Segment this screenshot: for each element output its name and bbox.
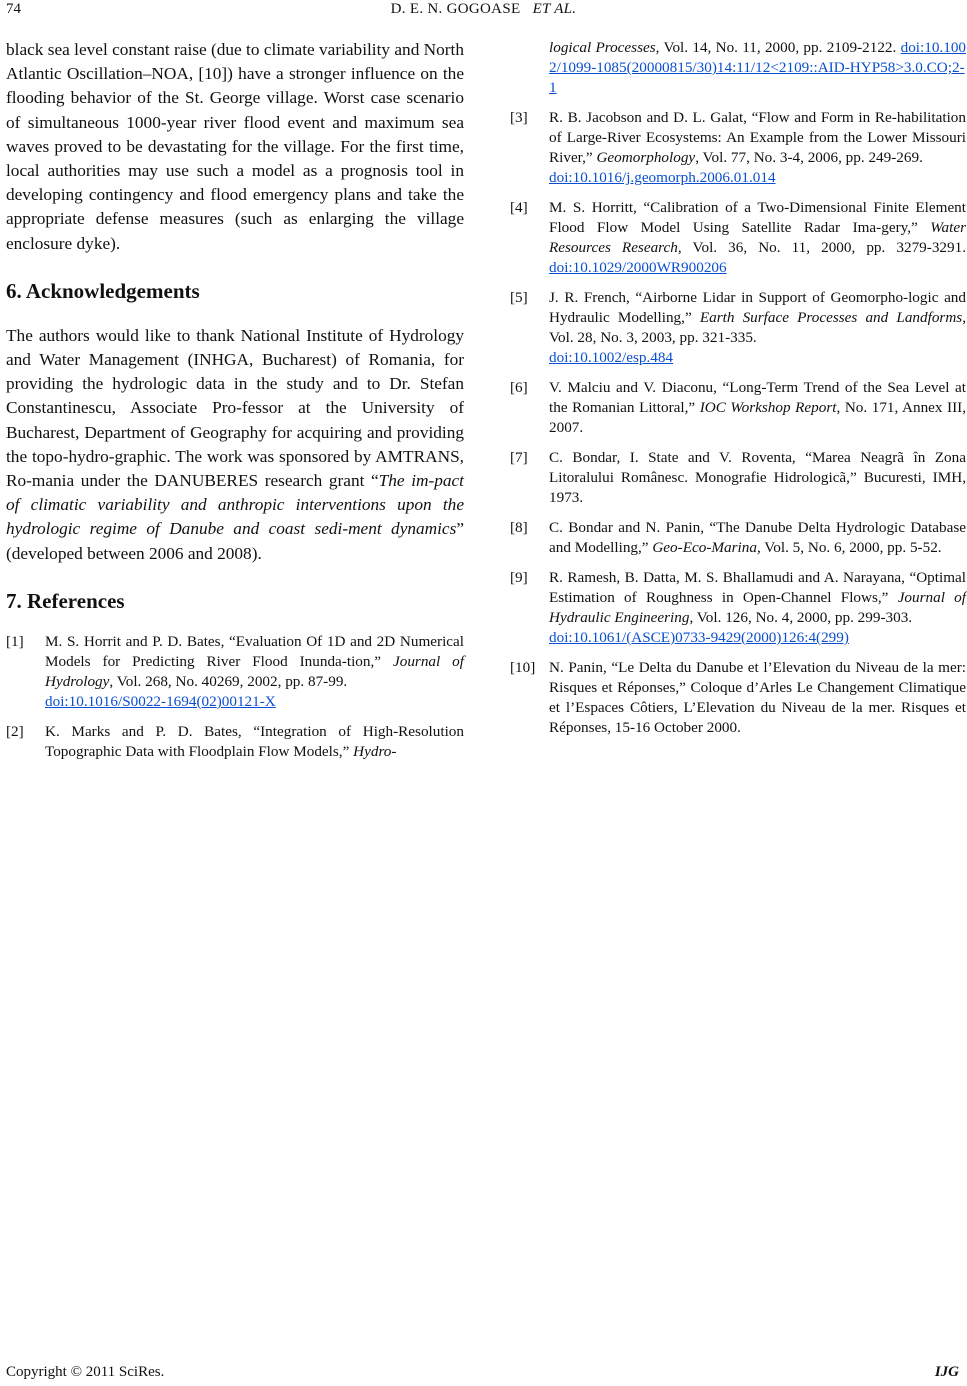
reference-2 (6, 722, 464, 762)
ref-text: R. Ramesh, B. Datta, M. S. Bhallamudi and A. Narayana, “Optimal Estimation of Roughness in Open-Channel Flows,” Journal of Hydraulic Engineering, Vol. 126, No. 4, 2000, pp. 299-303. doi:10.1061/(ASCE)0733-9429(2000)126:4(299) (549, 569, 966, 646)
ref-number: [1] (6, 632, 24, 650)
reference-8 (510, 518, 966, 558)
ref-journal: Geomorphology (596, 149, 696, 166)
journal-abbreviation: IJG (934, 1364, 959, 1380)
conclusion-paragraph: black sea level constant raise (due to climate variability and North Atlantic Oscillation–NOA, [10]) have a stronger influence on the flooding behavior of the St. George village. Worst case scenario of simultaneous 1000-year river flood event and maximum sea waves proved to be devastating for the village. For the first time, local authorities may use such a model as a prognosis tool in developing contingency and flood emergency plans and take the appropriate defense measures (such as enlarging the village enclosure dyke). (6, 40, 464, 253)
ref-number: [3] (510, 109, 528, 126)
reference-7 (510, 448, 966, 508)
ref-journal: IOC Workshop Report (699, 399, 837, 416)
reference-6 (510, 378, 966, 438)
ref-text: R. B. Jacobson and D. L. Galat, “Flow and Form in Re-habilitation of Large-River Ecosystems: An Example from the Lower Missouri River,” Geomorphology, Vol. 77, No. 3-4, 2006, pp. 249-269. doi:10.1016/j.geomorph.2006.01.014 (549, 109, 966, 186)
running-head-etal: ET AL. (532, 1, 577, 17)
ref-journal: Water Resources Research (549, 219, 966, 256)
doi-link[interactable]: doi:10.1016/j.geomorph.2006.01.014 (549, 169, 776, 186)
reference-10 (510, 658, 966, 738)
ref-number: [4] (510, 199, 528, 216)
ref-journal: Geo-Eco-Marina (652, 539, 757, 556)
references-heading: 7. References (6, 588, 125, 613)
ref-number: [6] (510, 379, 528, 396)
ack-grant-title: The im-pact of climatic variability and anthropic interventions upon the hydrologic regime of Danube and coast sedi-ment dynamics (6, 471, 464, 539)
doi-link[interactable]: doi:10.1002/esp.484 (549, 349, 674, 366)
left-column (6, 38, 464, 772)
ref-number: [7] (510, 449, 528, 466)
reference-5 (510, 288, 966, 368)
running-head-authors: D. E. N. GOGOASE (390, 1, 521, 17)
reference-3 (510, 108, 966, 188)
doi-link[interactable]: doi:10.1016/S0022-1694(02)00121-X (45, 692, 276, 710)
page-number: 74 (6, 1, 21, 17)
ref-number: [8] (510, 519, 528, 536)
ref-text: M. S. Horrit and P. D. Bates, “Evaluation Of 1D and 2D Numerical Models for Predicting River Flood Inunda-tion,” Journal of Hydrology, Vol. 268, No. 40269, 2002, pp. 87-99. doi:10.1016/S0022-1694(02)00121-X (45, 632, 464, 710)
ack-text-2: ” (developed between 2006 and 2008). (6, 519, 464, 563)
reference-2-continued (510, 38, 966, 98)
ack-text-1: The authors would like to thank National Institute of Hydrology and Water Management (INHGA, Bucharest) of Romania, for providing the hydrologic data in the study and to Dr. Stefan Constantinescu, Associate Pro-fessor at the University of Bucharest, Department of Geography for acquiring and providing the topo-hydro-graphic. The work was sponsored by AMTRANS, Ro-mania under the DANUBERES research grant “ (6, 325, 464, 491)
doi-link[interactable]: doi:10.1002/1099-1085(20000815/30)14:11/12<2109::AID-HYP58>3.0.CO;2-1 (549, 39, 967, 96)
running-head (0, 1, 967, 18)
ref-text: V. Malciu and V. Diaconu, “Long-Term Trend of the Sea Level at the Romanian Littoral,” IOC Workshop Report, No. 171, Annex III, 2007. (549, 379, 967, 436)
ref-number: [5] (510, 289, 528, 306)
reference-9 (510, 568, 966, 648)
doi-link[interactable]: doi:10.1029/2000WR900206 (549, 259, 727, 276)
ref-number: [2] (6, 722, 24, 740)
ref-journal: Hydro- (353, 742, 397, 760)
ref-text: M. S. Horritt, “Calibration of a Two-Dimensional Finite Element Flood Flow Model Using Satellite Radar Ima-gery,” Water Resources Research, Vol. 36, No. 11, 2000, pp. 3279-3291. doi:10.1029/2000WR900206 (549, 199, 966, 276)
reference-1 (6, 632, 464, 712)
ref-number: [10] (510, 659, 536, 676)
ref-text: C. Bondar and N. Panin, “The Danube Delta Hydrologic Database and Modelling,” Geo-Eco-Marina, Vol. 5, No. 6, 2000, pp. 5-52. (549, 519, 966, 556)
ref-text: J. R. French, “Airborne Lidar in Support of Geomorpho-logic and Hydraulic Modelling,” Earth Surface Processes and Landforms, Vol. 28, No. 3, 2003, pp. 321-335. doi:10.1002/esp.484 (549, 289, 966, 366)
ref-text: logical Processes, Vol. 14, No. 11, 2000, pp. 2109-2122. doi:10.1002/1099-1085(20000815/30)14:11/12<2109::AID-HYP58>3.0.CO;2-1 (549, 39, 967, 96)
right-column (510, 38, 966, 748)
copyright-notice: Copyright © 2011 SciRes. (6, 1364, 165, 1380)
ref-text: N. Panin, “Le Delta du Danube et l’Elevation du Niveau de la mer: Risques et Réponses,” Coloque d’Arles Le Changement Climatique et l’Espaces Côtiers, L’Elevation du Niveau de la mer. Risques et Réponses, 15-16 October 2000. (549, 659, 966, 736)
ref-journal: Journal of Hydrology (45, 652, 464, 690)
page-footer (0, 1364, 967, 1386)
ref-text: C. Bondar, I. State and V. Roventa, “Marea Neagrã în Zona Litoralului Românesc. Monografie Hidrologicã,” Bucuresti, IMH, 1973. (549, 449, 966, 506)
ref-text: K. Marks and P. D. Bates, “Integration of High-Resolution Topographic Data with Floodplain Flow Models,” Hydro- (45, 722, 464, 760)
ref-journal: logical Processes (549, 39, 656, 56)
page-header (0, 0, 967, 24)
acknowledgements-heading: 6. Acknowledgements (6, 278, 200, 303)
ref-journal: Earth Surface Processes and Landforms (699, 309, 963, 326)
doi-link[interactable]: doi:10.1061/(ASCE)0733-9429(2000)126:4(299) (549, 629, 849, 646)
acknowledgements-paragraph (6, 324, 464, 566)
ref-number: [9] (510, 569, 528, 586)
ref-journal: Journal of Hydraulic Engineering (549, 589, 966, 626)
reference-4 (510, 198, 966, 278)
